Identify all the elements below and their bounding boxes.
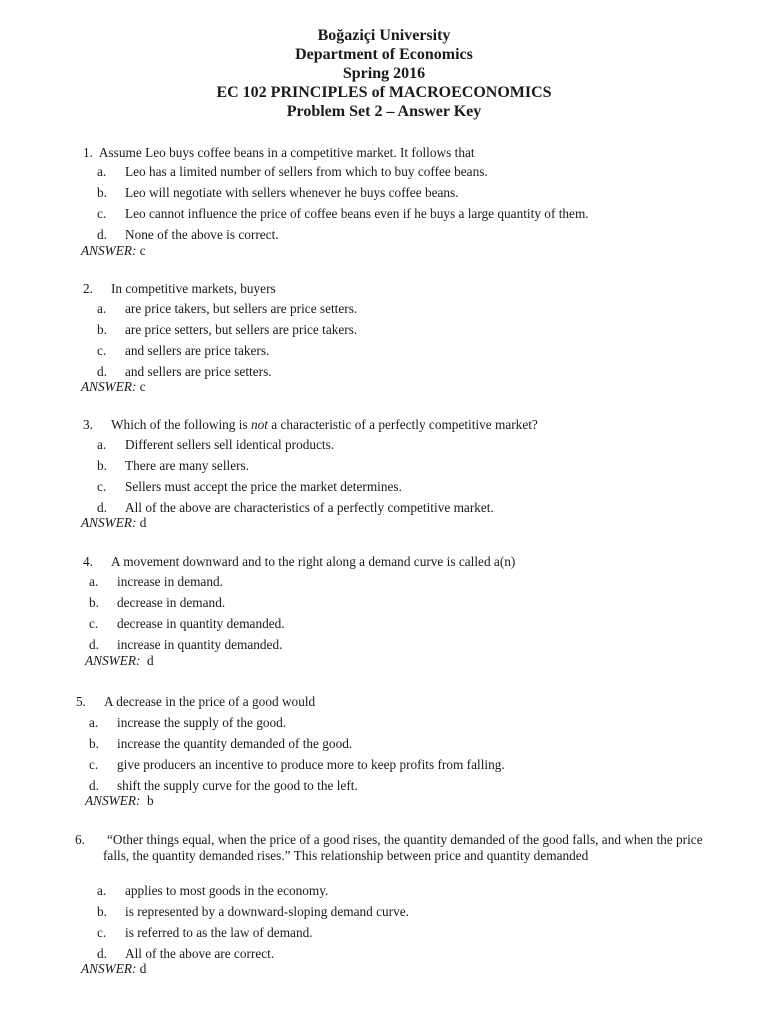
option-text: increase the quantity demanded of the good. [117, 736, 353, 751]
answer-line [81, 243, 146, 259]
answer-value: c [139, 379, 146, 394]
option-letter: a. [89, 574, 99, 589]
option-letter: d. [97, 500, 107, 515]
question-text [111, 417, 538, 432]
option-letter: b. [97, 322, 107, 337]
option-text: increase in demand. [117, 574, 223, 589]
question-stem [83, 145, 475, 160]
answer-label: ANSWER: [85, 653, 141, 668]
option-text: decrease in demand. [117, 595, 226, 610]
answer-label: ANSWER: [81, 515, 137, 530]
option-text: are price setters, but sellers are price takers. [125, 322, 358, 337]
question-number: 3. [83, 417, 93, 432]
option-text: Different sellers sell identical products. [125, 437, 335, 452]
answer-value: b [147, 793, 154, 808]
course-title: EC 102 PRINCIPLES of MACROECONOMICS [216, 84, 552, 101]
option-text: Leo cannot influence the price of coffee beans even if he buys a large quantity of them. [125, 206, 589, 221]
option-text: shift the supply curve for the good to the left. [117, 778, 358, 793]
option-letter: d. [97, 364, 107, 379]
answer-line [81, 515, 146, 531]
option-text: increase in quantity demanded. [117, 637, 283, 652]
document-header [0, 26, 768, 121]
option-letter: c. [89, 757, 99, 772]
option-letter: a. [97, 437, 107, 452]
question-text-before: Which of the following is [111, 417, 248, 432]
answer-label: ANSWER: [81, 379, 137, 394]
option-letter: b. [89, 595, 99, 610]
option-text: increase the supply of the good. [117, 715, 287, 730]
option-letter: b. [97, 904, 107, 919]
question-stem [83, 554, 516, 569]
option-text: Sellers must accept the price the market determines. [125, 479, 402, 494]
option-letter: c. [97, 206, 107, 221]
question-stem [76, 694, 316, 709]
option-letter: a. [97, 164, 107, 179]
answer-value: d [147, 653, 154, 668]
option-text: are price takers, but sellers are price setters. [125, 301, 358, 316]
answer-value: d [139, 961, 147, 976]
question-number: 5. [76, 694, 86, 709]
question-text-after: a characteristic of a perfectly competitive market? [271, 417, 538, 432]
option-letter: a. [89, 715, 99, 730]
answer-label: ANSWER: [85, 793, 141, 808]
option-letter: d. [97, 946, 107, 961]
answer-line [81, 961, 146, 977]
question-stem [83, 281, 276, 296]
option-letter: b. [97, 185, 107, 200]
question-text: “Other things equal, when the price of a good rises, the quantity demanded of the good falls, and when the price falls, the quantity demanded rises.” This relationship between price and quantity demanded [103, 832, 703, 863]
option-letter: a. [97, 301, 107, 316]
option-letter: d. [89, 637, 99, 652]
answer-label: ANSWER: [81, 961, 137, 976]
problem-set-title: Problem Set 2 – Answer Key [286, 103, 482, 120]
term: Spring 2016 [342, 65, 426, 82]
option-text: and sellers are price setters. [125, 364, 272, 379]
option-letter: b. [89, 736, 99, 751]
university-name: Boğaziçi University [317, 27, 451, 44]
option-text: Leo has a limited number of sellers from which to buy coffee beans. [125, 164, 488, 179]
question-number: 1. [83, 145, 93, 160]
question-stem [83, 417, 538, 432]
option-text: None of the above is correct. [125, 227, 279, 242]
question-text: A decrease in the price of a good would [104, 694, 316, 709]
answer-value: c [139, 243, 146, 258]
option-text: All of the above are correct. [125, 946, 275, 961]
option-letter: d. [89, 778, 99, 793]
answer-line [85, 793, 154, 809]
answer-line [81, 379, 146, 395]
option-letter: b. [97, 458, 107, 473]
answer-label: ANSWER: [81, 243, 137, 258]
answer-value: d [139, 515, 147, 530]
option-text: applies to most goods in the economy. [125, 883, 329, 898]
answer-line [85, 653, 154, 669]
option-text: is referred to as the law of demand. [125, 925, 313, 940]
option-text: Leo will negotiate with sellers whenever he buys coffee beans. [125, 185, 459, 200]
question-number: 2. [83, 281, 93, 296]
question-number: 4. [83, 554, 93, 569]
option-letter: c. [97, 479, 107, 494]
option-letter: d. [97, 227, 107, 242]
option-text: decrease in quantity demanded. [117, 616, 285, 631]
question-text: In competitive markets, buyers [111, 281, 276, 296]
department-name: Department of Economics [295, 46, 473, 63]
option-text: is represented by a downward-sloping demand curve. [125, 904, 409, 919]
option-text: There are many sellers. [125, 458, 250, 473]
option-text: and sellers are price takers. [125, 343, 270, 358]
question-text: Assume Leo buys coffee beans in a competitive market. It follows that [98, 145, 475, 160]
question-text-emphasis: not [250, 417, 268, 432]
option-letter: c. [89, 616, 99, 631]
option-letter: c. [97, 925, 107, 940]
option-text: All of the above are characteristics of a perfectly competitive market. [125, 500, 494, 515]
option-letter: c. [97, 343, 107, 358]
option-letter: a. [97, 883, 107, 898]
option-text: give producers an incentive to produce more to keep profits from falling. [117, 757, 505, 772]
question-number: 6. [75, 832, 85, 847]
question-text: A movement downward and to the right along a demand curve is called a(n) [111, 554, 516, 569]
